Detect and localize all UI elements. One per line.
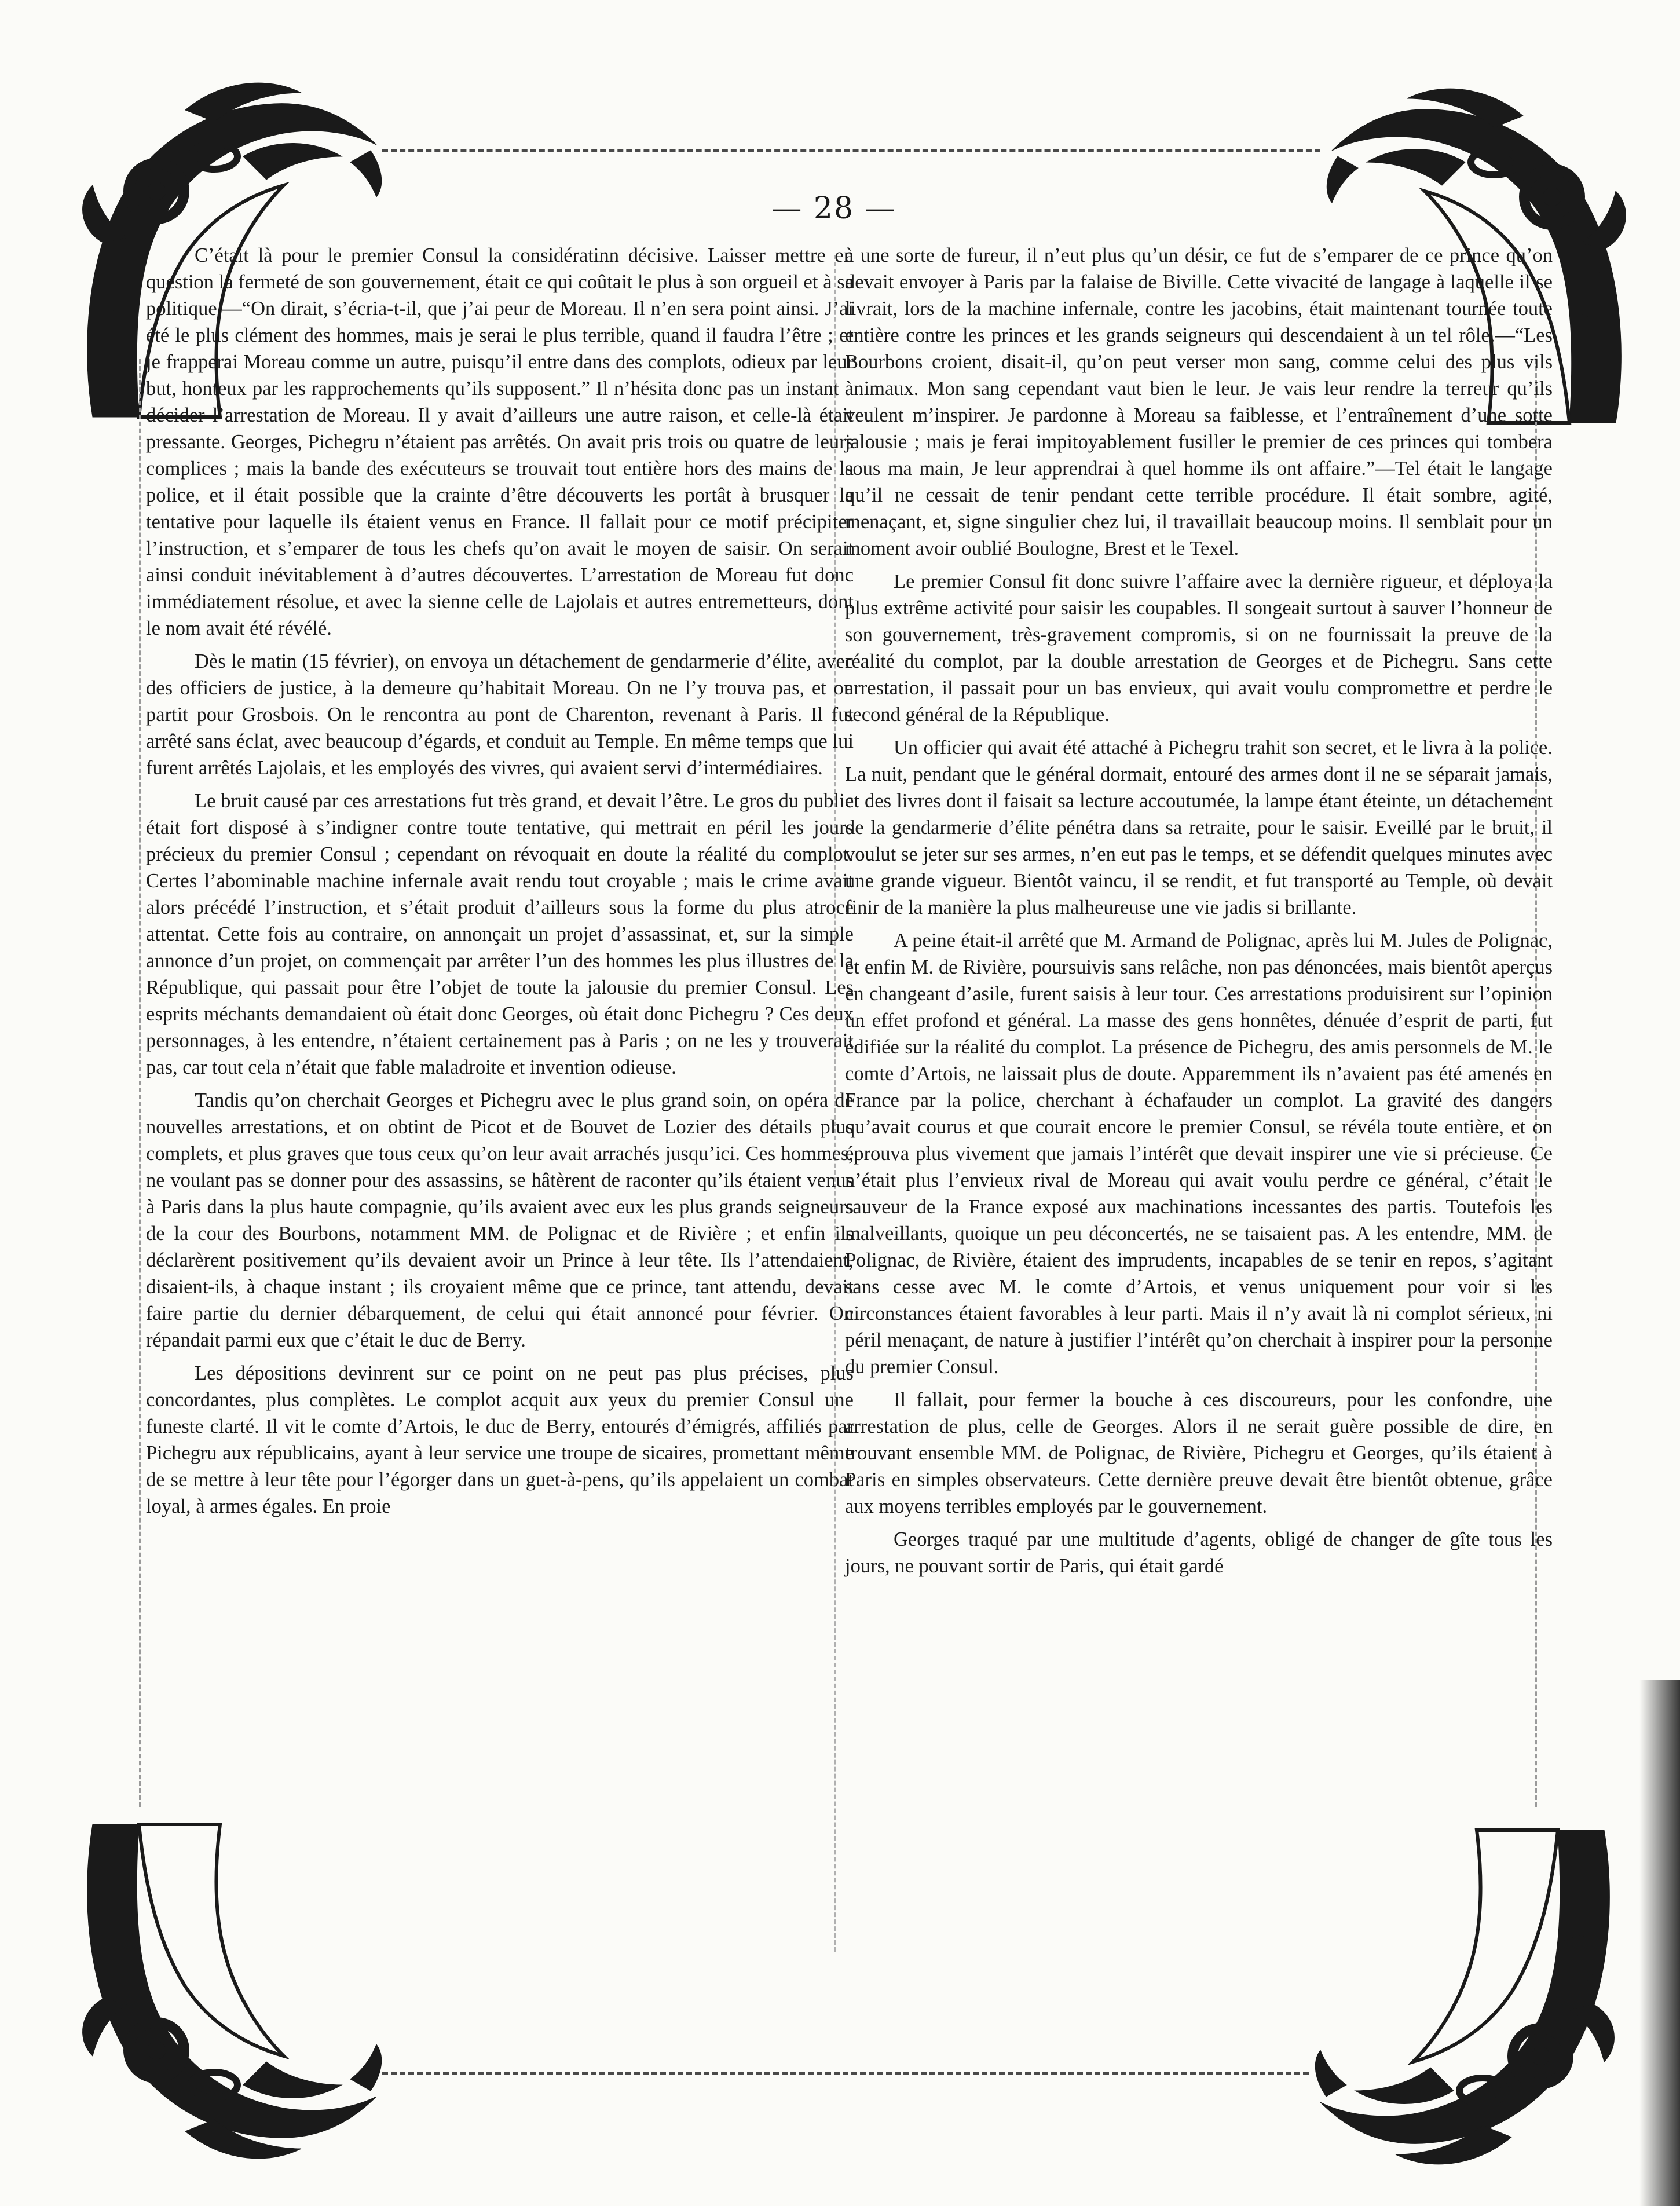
paragraph-continued: à une sorte de fureur, il n’eut plus qu’un désir, ce fut de s’emparer de ce prince qu’on devait envoyer à Paris par la falaise de Biville. Cette vivacité de langage à laquelle il se livrait, lors de la machine infernale, contre les jacobins, était maintenant tournée toute entière contre les princes et les grands seigneurs qui descendaient à un tel rôle.—“Les Bourbons croient, disait-il, qu’on peut verser mon sang, comme celui des plus vils animaux. Mon sang cependant vaut bien le leur. Je vais leur rendre la terreur qu’ils veulent m’inspirer. Je pardonne à Moreau sa faiblesse, et l’entraînement d’une sotte jalousie ; mais je ferai impitoyablement fusiller le premier de ces princes qui tombera sous ma main, Je leur apprendrai à quel homme ils ont affaire.”—Tel était le langage qu’il ne cessait de tenir pendant cette terrible procédure. Il était sombre, agité, menaçant, et, signe singulier chez lui, il travaillait beaucoup moins. Il semblait pour un moment avoir oublié Boulogne, Brest et le Texel. — [845, 244, 1553, 559]
corner-ornament-bottom-right — [1303, 1819, 1627, 2178]
scroll-ornament-icon — [69, 1813, 394, 2172]
paragraph: Tandis qu’on cherchait Georges et Pichegru avec le plus grand soin, on opéra de nouvelles arrestations, et on obtint de Picot et de Bouvet de Lozier des détails plus complets, et plus graves que tous ceux qu’on leur avait arrachés jusqu’ici. Ces hommes, ne voulant pas se donner pour des assassins, se hâtèrent de raconter qu’ils étaient venus à Paris dans la plus haute compagnie, qu’ils avaient avec eux les plus grands seigneurs de la cour des Bourbons, notamment MM. de Polignac et de Rivière ; et enfin ils déclarèrent positivement qu’ils devaient avoir un Prince à leur tête. Ils l’attendaient, disaient-ils, à chaque instant ; ils croyaient même que ce prince, tant attendu, devait faire partie du dernier débarquement, de celui qui était annoncé pour février. On répandait parmi eux que c’était le duc de Berry. — [146, 1089, 854, 1351]
corner-ornament-bottom-left — [69, 1813, 394, 2172]
paragraph: Le bruit causé par ces arrestations fut très grand, et devait l’être. Le gros du public était fort disposé à s’indigner contre toute tentative, qui mettrait en péril les jours précieux du premier Consul ; cependant on révoquait en doute la réalité du complot. Certes l’abominable machine infernale avait rendu tout croyable ; mais le crime avait alors précédé l’instruction, et s’était produit d’ailleurs sous la forme du plus atroce attentat. Cette fois au contraire, on annonçait un projet d’assassinat, et, sur la simple annonce d’un projet, on commençait par arrêter l’un des hommes les plus illustres de la République, qui passait pour être l’objet de toute la jalousie du premier Consul. Les esprits méchants demandaient où était donc Georges, où était donc Pichegru ? Ces deux personnages, à les entendre, n’étaient certainement pas à Paris ; on ne les y trouverait pas, car tout cela n’était que fable maladroite et invention odieuse. — [146, 790, 854, 1078]
paragraph: Dès le matin (15 février), on envoya un détachement de gendarmerie d’élite, avec des officiers de justice, à la demeure qu’habitait Moreau. On ne l’y trouva pas, et on partit pour Grosbois. On le rencontra au pont de Charenton, revenant à Paris. Il fut arrêté sans éclat, avec beaucoup d’égards, et conduit au Temple. En même temps que lui furent arrêtés Lajolais, et les employés des vivres, qui avaient servi d’intermédiaires. — [146, 650, 854, 779]
paragraph: Les dépositions devinrent sur ce point on ne peut pas plus précises, plus concordantes, plus complètes. Le complot acquit aux yeux du premier Consul une funeste clarté. Il vit le comte d’Artois, le duc de Berry, entourés d’émigrés, affiliés par Pichegru aux républicains, ayant à leur service une troupe de sicaires, promettant même de se mettre à leur tête pour l’égorger dans un guet-à-pens, qu’ils appelaient un combat loyal, à armes égales. En proie — [146, 1362, 854, 1517]
right-column — [845, 242, 1553, 1586]
paragraph: Le premier Consul fit donc suivre l’affaire avec la dernière rigueur, et déploya la plus extrême activité pour saisir les coupables. Il songeait surtout à sauver l’honneur de son gouvernement, très-gravement compromis, si on ne fournissait la preuve de la réalité du complot, par la double arrestation de Georges et de Pichegru. Sans cette arrestation, il passait pour un bas envieux, qui avait voulu compromettre et perdre le second général de la République. — [845, 570, 1553, 726]
paragraph: Georges traqué par une multitude d’agents, obligé de changer de gîte tous les jours, ne pouvant sortir de Paris, qui était gardé — [845, 1528, 1553, 1577]
paragraph: A peine était-il arrêté que M. Armand de Polignac, après lui M. Jules de Polignac, et enfin M. de Rivière, poursuivis sans relâche, non pas dénoncées, mais bientôt aperçus en changeant d’asile, furent saisis à leur tour. Ces arrestations produisirent sur l’opinion un effet profond et général. La masse des gens honnêtes, dénuée d’esprit de parti, fut édifiée sur la réalité du complot. La présence de Pichegru, des amis personnels de M. le comte d’Artois, ne laissait plus de doute. Apparemment ils n’avaient pas été amenés en France par la police, cherchant à échafauder un complot. La gravité des dangers qu’avait courus et que courait encore le premier Consul, se révéla toute entière, et on éprouva plus vivement que jamais l’intérêt que devait inspirer une vie si précieuse. Ce n’était plus l’envieux rival de Moreau qui avait voulu perdre ce général, c’était le sauveur de la France exposé aux machinations incessantes des partis. Toutefois les malveillants, quoique un peu déconcertés, ne se taisaient pas. A les entendre, MM. de Polignac, de Rivière, étaient des imprudents, incapables de se tenir en repos, s’agitant sans cesse avec M. le comte d’Artois, et venus uniquement pour voir si les circonstances étaient favorables à leur parti. Mais il n’y avait là ni complot sérieux, ni péril menaçant, de nature à justifier l’intérêt qu’on cherchait à inspirer pour la personne du premier Consul. — [845, 930, 1553, 1378]
page-number: — 28 — — [771, 191, 896, 226]
paragraph: C’était là pour le premier Consul la considératinn décisive. Laisser mettre en question la fermeté de son gouvernement, était ce qui coûtait le plus à son orgueil et à sa politique.—“On dirait, s’écria-t-il, que j’ai peur de Moreau. Il n’en sera point ainsi. J’ai été le plus clément des hommes, mais je serai le plus terrible, quand il faudra l’être ; et je frapperai Moreau comme un autre, puisqu’il entre dans des complots, odieux par leur but, honteux par les rapprochements qu’ils supposent.” Il n’hésita donc pas un instant à décider l’arrestation de Moreau. Il y avait d’ailleurs une autre raison, et celle-là était pressante. Georges, Pichegru n’étaient pas arrêtés. On avait pris trois ou quatre de leurs complices ; mais la bande des exécuteurs se trouvait tout entière hors des mains de la police, et il était possible que la crainte d’être découverts les portât à brusquer la tentative pour laquelle ils étaient venus en France. Il fallait pour ce motif précipiter l’instruction, et s’emparer de tous les chefs qu’on avait le moyen de saisir. On serait ainsi conduit inévitablement à d’autres découvertes. L’arrestation de Moreau fut donc immédiatement résolue, et avec la sienne celle de Lajolais et autres entremetteurs, dont le nom avait été révélé. — [146, 244, 854, 639]
top-border-rule — [382, 149, 1320, 152]
paragraph: Il fallait, pour fermer la bouche à ces discoureurs, pour les confondre, une arrestation de plus, celle de Georges. Alors il ne serait guère possible de dire, en trouvant ensemble MM. de Polignac, de Rivière, Pichegru et Georges, qu’ils étaient à Paris en simples observateurs. Cette dernière preuve devait être bientôt obtenue, grâce aux moyens terribles employés par le gouvernement. — [845, 1389, 1553, 1517]
left-border-rule — [139, 359, 141, 1807]
left-column — [146, 242, 854, 1526]
paragraph: Un officier qui avait été attaché à Pichegru trahit son secret, et le livra à la police. La nuit, pendant que le général dormait, entouré des armes dont il ne se séparait jamais, et des livres dont il faisait sa lecture accoutumée, la lampe étant éteinte, un détachement de la gendarmerie d’élite pénétra dans sa retraite, pour le saisir. Eveillé par le bruit, il voulut se jeter sur ses armes, n’en eut pas le temps, et se défendit quelques minutes avec une grande vigueur. Bientôt vaincu, il se rendit, et fut transporté au Temple, où devait finir de la manière la plus malheureuse une vie jadis si brillante. — [845, 737, 1553, 919]
bottom-border-rule — [382, 2072, 1309, 2075]
scroll-ornament-icon — [1303, 1819, 1627, 2178]
